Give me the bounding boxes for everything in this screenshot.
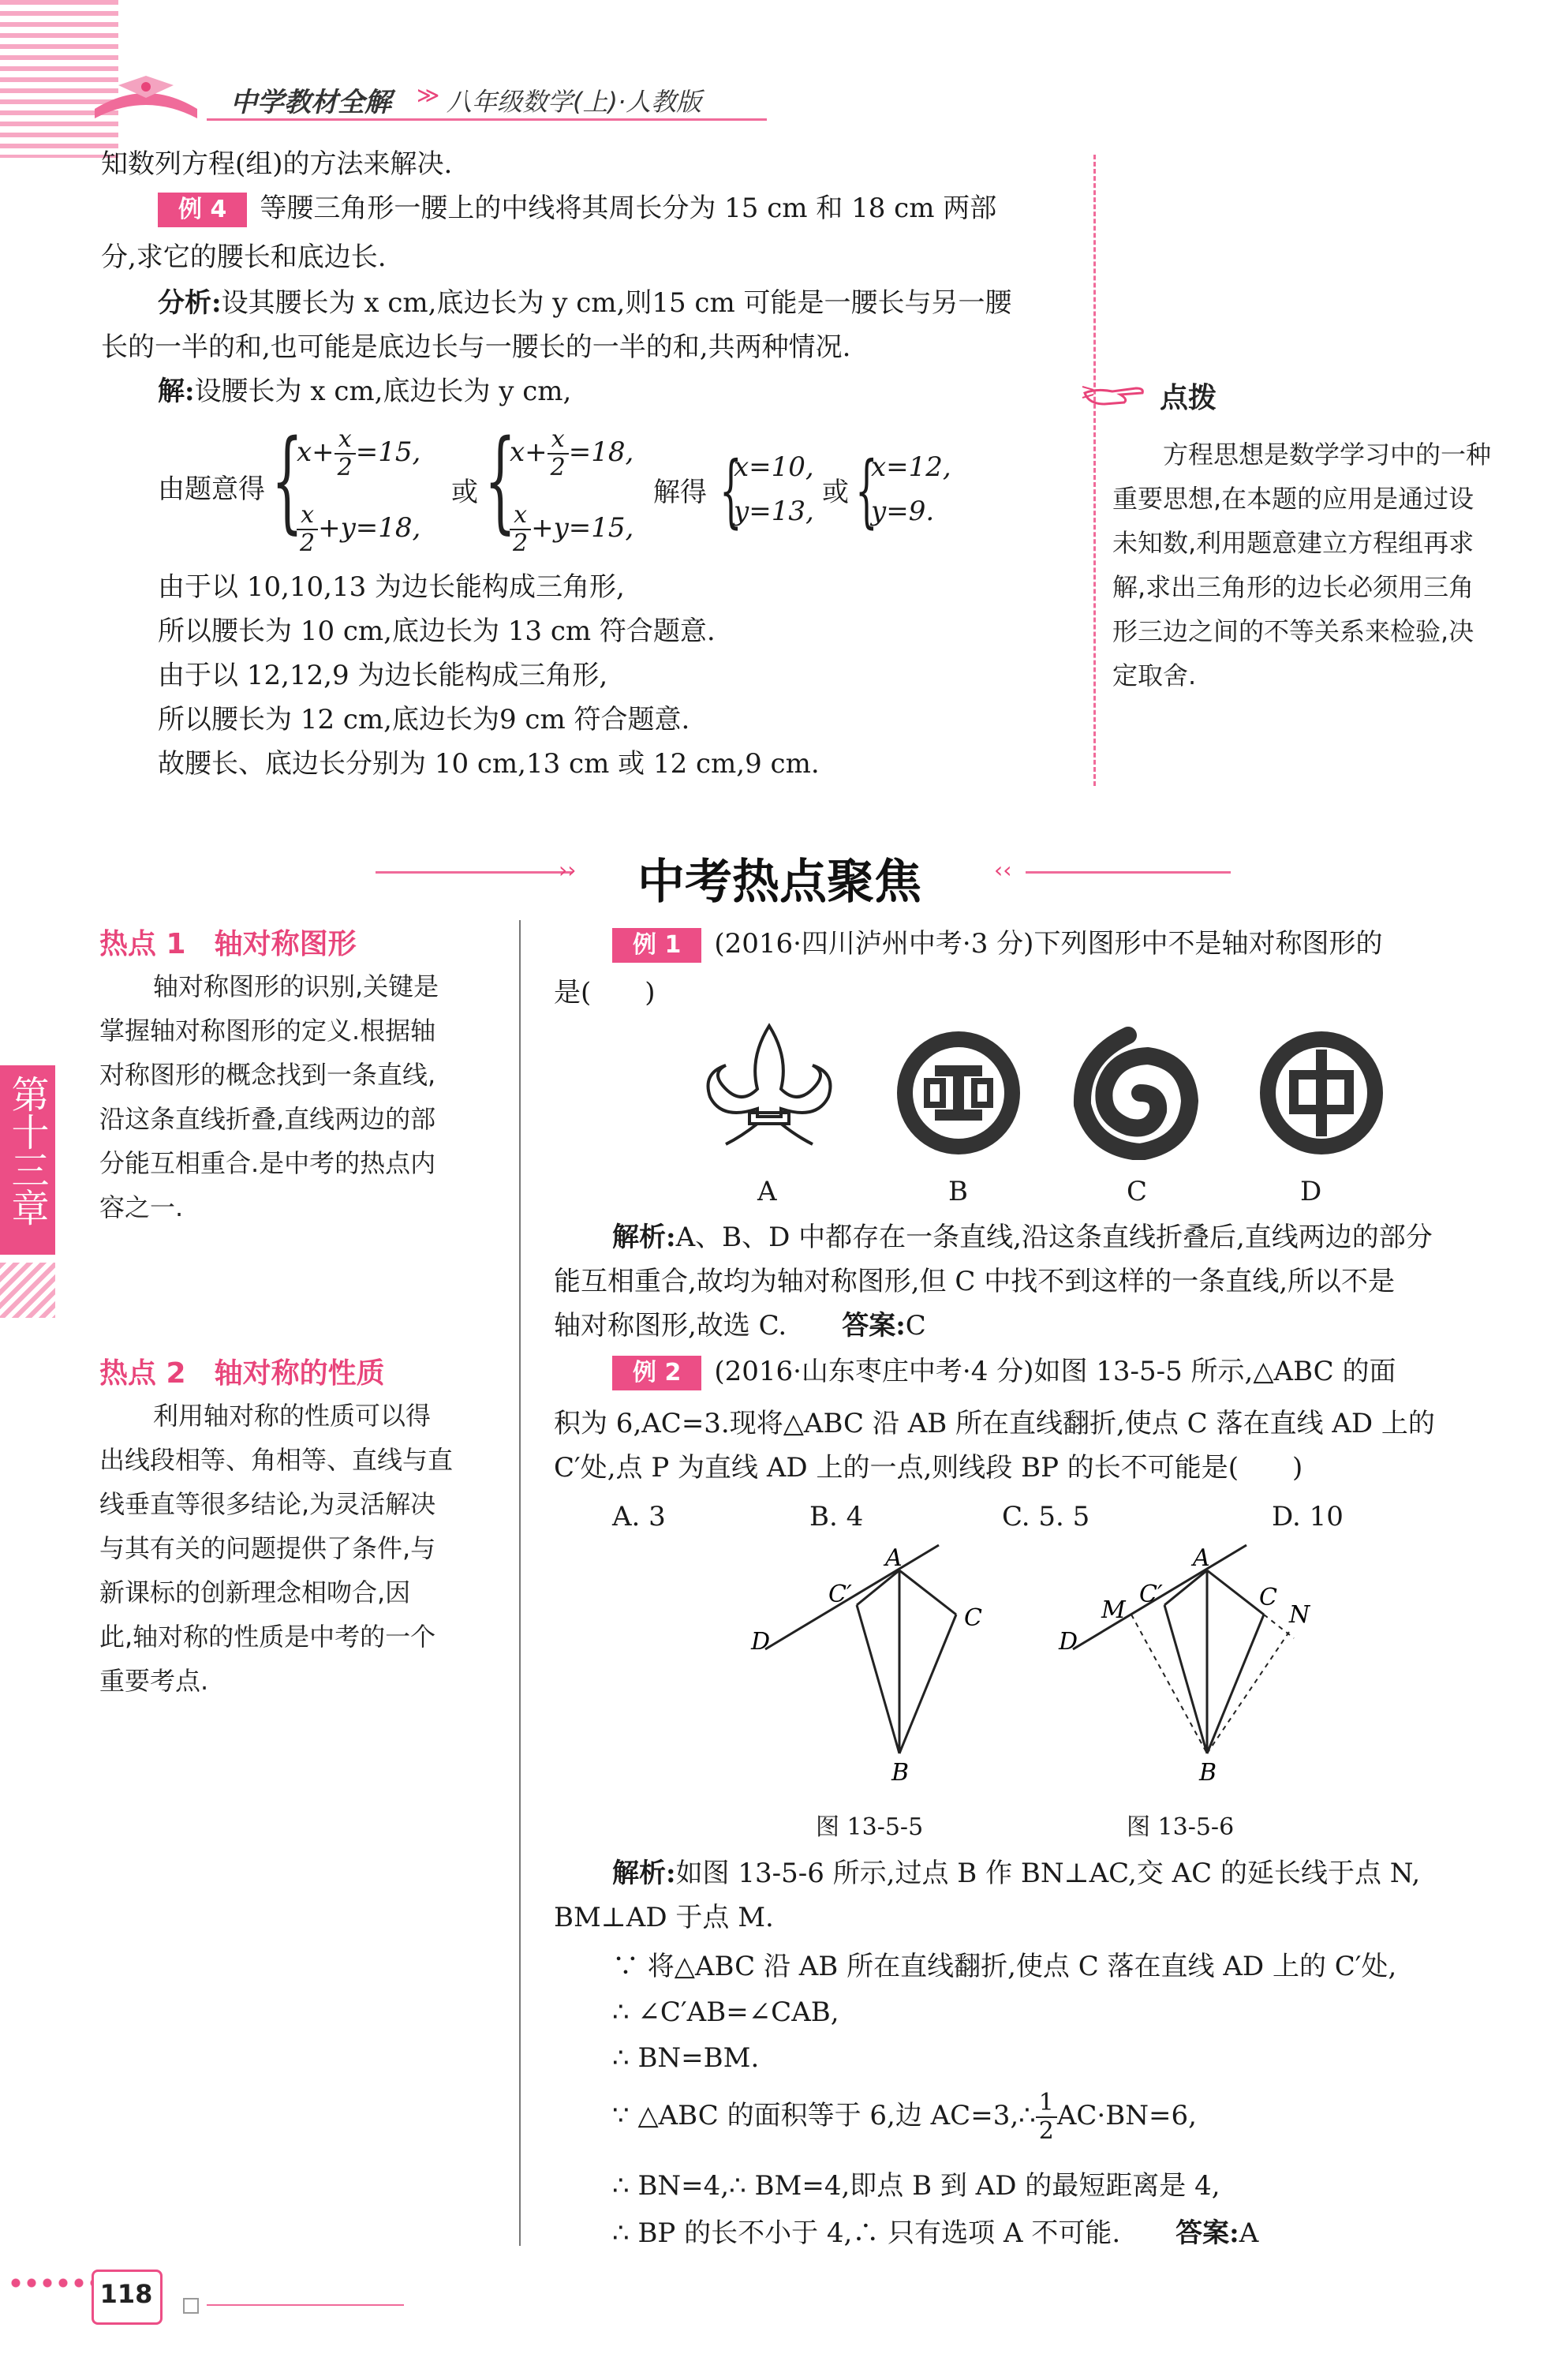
example2-step2: ∴ ∠C′AB=∠CAB,: [612, 1996, 839, 2028]
brace-sys2: {: [484, 417, 517, 545]
brace-sol2: {: [855, 444, 878, 537]
example2-step3: ∴ BN=BM.: [612, 2042, 760, 2074]
hotspot2-line: 出线段相等、角相等、直线与直: [99, 1445, 454, 1475]
example4-line1: 例 4 等腰三角形一腰上的中线将其周长分为 15 cm 和 18 cm 两部: [158, 186, 996, 230]
fig2-label-b: B: [1199, 1759, 1217, 1787]
footer-small-box: [183, 2298, 199, 2314]
hotspot2-line: 线垂直等很多结论,为灵活解决: [99, 1489, 436, 1519]
fig2-label-a: A: [1193, 1544, 1210, 1572]
hotspot1-title: 热点 1 轴对称图形: [99, 928, 357, 960]
hotspot2-title: 热点 2 轴对称的性质: [99, 1357, 385, 1390]
sys1-eq2: $\frac{x}{2}$ +y=18,: [297, 502, 420, 557]
page-number: 118: [99, 2279, 153, 2309]
tip-title: 点拨: [1160, 382, 1217, 414]
solve-label: 解得: [653, 477, 707, 508]
fig2-label-c-prime: C′: [1139, 1581, 1163, 1608]
sol1-x: x=10,: [734, 451, 814, 483]
fig2-caption: 图 13-5-6: [1127, 1813, 1235, 1841]
brace-sys1: {: [271, 417, 304, 545]
fig1-caption: 图 13-5-5: [816, 1813, 924, 1841]
sys2-eq2: $\frac{x}{2}$ +y=15,: [510, 502, 634, 557]
tip-line: 形三边之间的不等关系来检验,决: [1112, 616, 1474, 646]
book-title: 八年级数学(上)·人教版: [447, 87, 702, 117]
header-book-logo: [87, 69, 205, 125]
hotspot1-line: 容之一.: [99, 1192, 184, 1222]
figure-choice-a: [694, 1018, 844, 1160]
fig1-label-c: C: [964, 1604, 982, 1632]
sol2-x: x=12,: [871, 451, 951, 483]
fig1-label-d: D: [751, 1628, 771, 1656]
hotspot2-line: 新课标的创新理念相吻合,因: [99, 1577, 411, 1607]
or-1: 或: [451, 477, 478, 508]
fig1-label-a: A: [885, 1544, 903, 1572]
sys1-eq1: x+ $\frac{x}{2}$ =15,: [297, 425, 421, 481]
option-a: A. 3: [612, 1501, 666, 1532]
example2-step6: ∴ BP 的长不小于 4,∴ 只有选项 A 不可能. 答案:A: [612, 2217, 1259, 2249]
fig1-label-b: B: [891, 1759, 910, 1787]
hotspot1-line: 分能互相重合.是中考的热点内: [99, 1148, 436, 1178]
example1-analysis2: 能互相重合,故均为轴对称图形,但 C 中找不到这样的一条直线,所以不是: [554, 1266, 1396, 1297]
example2-step5: ∴ BN=4,∴ BM=4,即点 B 到 AD 的最短距离是 4,: [612, 2170, 1220, 2202]
choice-label-a: A: [757, 1176, 777, 1207]
brace-sol1: {: [719, 444, 742, 537]
tip-hand-icon: [1081, 371, 1160, 414]
chapter-tab-label: 第十三章: [5, 1075, 49, 1226]
line-a: 由于以 10,10,13 为边长能构成三角形,: [158, 571, 625, 603]
solution-line1: 解:设腰长为 x cm,底边长为 y cm,: [158, 376, 572, 407]
example2-step1: ∵ 将△ABC 沿 AB 所在直线翻折,使点 C 落在直线 AD 上的 C′处,: [612, 1951, 1397, 1982]
line-e: 故腰长、底边长分别为 10 cm,13 cm 或 12 cm,9 cm.: [158, 748, 820, 780]
option-d: D. 10: [1272, 1501, 1344, 1532]
choice-label-d: D: [1300, 1176, 1322, 1207]
example2-line2: 积为 6,AC=3.现将△ABC 沿 AB 所在直线翻折,使点 C 落在直线 AD 上的: [554, 1408, 1435, 1439]
option-c: C. 5. 5: [1002, 1501, 1090, 1532]
option-b: B. 4: [809, 1501, 864, 1532]
hotspot1-body: [99, 964, 510, 1229]
footer-rule: [207, 2304, 404, 2306]
column-divider: [519, 920, 521, 2246]
analysis-line2: 长的一半的和,也可能是底边长与一腰长的一半的和,共两种情况.: [101, 331, 851, 363]
example2-analysis1: 解析:如图 13-5-6 所示,过点 B 作 BN⊥AC,交 AC 的延长线于点 N,: [612, 1858, 1421, 1889]
example2-line3: C′处,点 P 为直线 AD 上的一点,则线段 BP 的长不可能是( ): [554, 1452, 1303, 1484]
fig2-label-c: C: [1259, 1584, 1277, 1611]
choice-label-b: B: [948, 1176, 968, 1207]
tip-line: 重要思想,在本题的应用是通过设: [1112, 484, 1474, 514]
example1-line1: 例 1 (2016·四川泸州中考·3 分)下列图形中不是轴对称图形的: [612, 922, 1382, 966]
fig2-label-m: M: [1101, 1596, 1126, 1624]
figure-13-5-5: [749, 1539, 1033, 1791]
tip-line: 未知数,利用题意建立方程组再求: [1112, 528, 1474, 558]
equation-lead: 由题意得: [158, 473, 265, 505]
sol1-y: y=13,: [734, 496, 814, 527]
section-arrows-left: ››: [559, 857, 577, 883]
hotspot1-line: 沿这条直线折叠,直线两边的部: [99, 1104, 436, 1134]
figure-choice-d: [1254, 1026, 1388, 1160]
figure-choice-c: [1073, 1026, 1207, 1160]
fig2-label-n: N: [1289, 1601, 1310, 1629]
fig1-label-c-prime: C′: [828, 1581, 852, 1608]
example2-step4: ∵ △ABC 的面积等于 6,边 AC=3,∴ $\frac{1}{2}$ AC·BN=6,: [612, 2089, 1197, 2145]
section-rule-right: [1026, 871, 1231, 874]
sys2-eq1: x+ $\frac{x}{2}$ =18,: [510, 425, 634, 481]
example4-tag: 例 4: [158, 193, 247, 227]
section-arrows-right: ‹‹: [994, 857, 1012, 883]
sol2-y: y=9.: [871, 496, 935, 527]
header-rule: [207, 118, 767, 121]
tip-divider: [1093, 155, 1096, 786]
analysis-line1: 分析:设其腰长为 x cm,底边长为 y cm,则15 cm 可能是一腰长与另一腰: [158, 287, 1012, 319]
example1-tag: 例 1: [612, 928, 701, 963]
series-title: 中学教材全解: [230, 87, 391, 118]
footer-dots: [8, 2277, 95, 2288]
fig2-label-d: D: [1059, 1628, 1078, 1656]
section-rule-left: [376, 871, 573, 874]
section-title: 中考热点聚焦: [637, 855, 921, 910]
line-d: 所以腰长为 12 cm,底边长为9 cm 符合题意.: [158, 704, 690, 735]
example1-line2: 是( ): [554, 977, 656, 1009]
choice-label-c: C: [1127, 1176, 1148, 1207]
hotspot2-body: [99, 1394, 510, 1703]
line-c: 由于以 12,12,9 为边长能构成三角形,: [158, 660, 608, 691]
hotspot2-line: 与其有关的问题提供了条件,与: [99, 1533, 436, 1563]
example1-analysis3: 轴对称图形,故选 C. 答案:C: [554, 1310, 926, 1342]
hotspot1-line: 对称图形的概念找到一条直线,: [99, 1060, 436, 1090]
hotspot2-line: 重要考点.: [99, 1666, 209, 1696]
hotspot2-line: 此,轴对称的性质是中考的一个: [99, 1622, 436, 1652]
example4-line2: 分,求它的腰长和底边长.: [101, 241, 387, 273]
tip-line: 方程思想是数学学习中的一种: [1163, 440, 1492, 470]
tip-line: 解,求出三角形的边长必须用三角: [1112, 572, 1474, 602]
chapter-tab-stripes: [0, 1263, 55, 1318]
or-2: 或: [822, 477, 849, 508]
tip-body: [1112, 432, 1515, 698]
example1-analysis1: 解析:A、B、D 中都存在一条直线,沿这条直线折叠后,直线两边的部分: [612, 1222, 1433, 1253]
hotspot2-line: 利用轴对称的性质可以得: [153, 1401, 432, 1431]
hotspot1-line: 掌握轴对称图形的定义.根据轴: [99, 1016, 436, 1046]
intro-line: 知数列方程(组)的方法来解决.: [101, 148, 453, 180]
example2-tag: 例 2: [612, 1356, 701, 1390]
header-arrows: ≫: [417, 82, 440, 108]
line-b: 所以腰长为 10 cm,底边长为 13 cm 符合题意.: [158, 616, 716, 647]
figure-choice-b: [891, 1026, 1026, 1160]
hotspot1-line: 轴对称图形的识别,关键是: [153, 971, 439, 1001]
example2-analysis2: BM⊥AD 于点 M.: [554, 1902, 774, 1933]
example2-line1: 例 2 (2016·山东枣庄中考·4 分)如图 13-5-5 所示,△ABC 的面: [612, 1349, 1396, 1394]
figure-13-5-6: [1057, 1539, 1341, 1791]
tip-line: 定取舍.: [1112, 660, 1197, 690]
